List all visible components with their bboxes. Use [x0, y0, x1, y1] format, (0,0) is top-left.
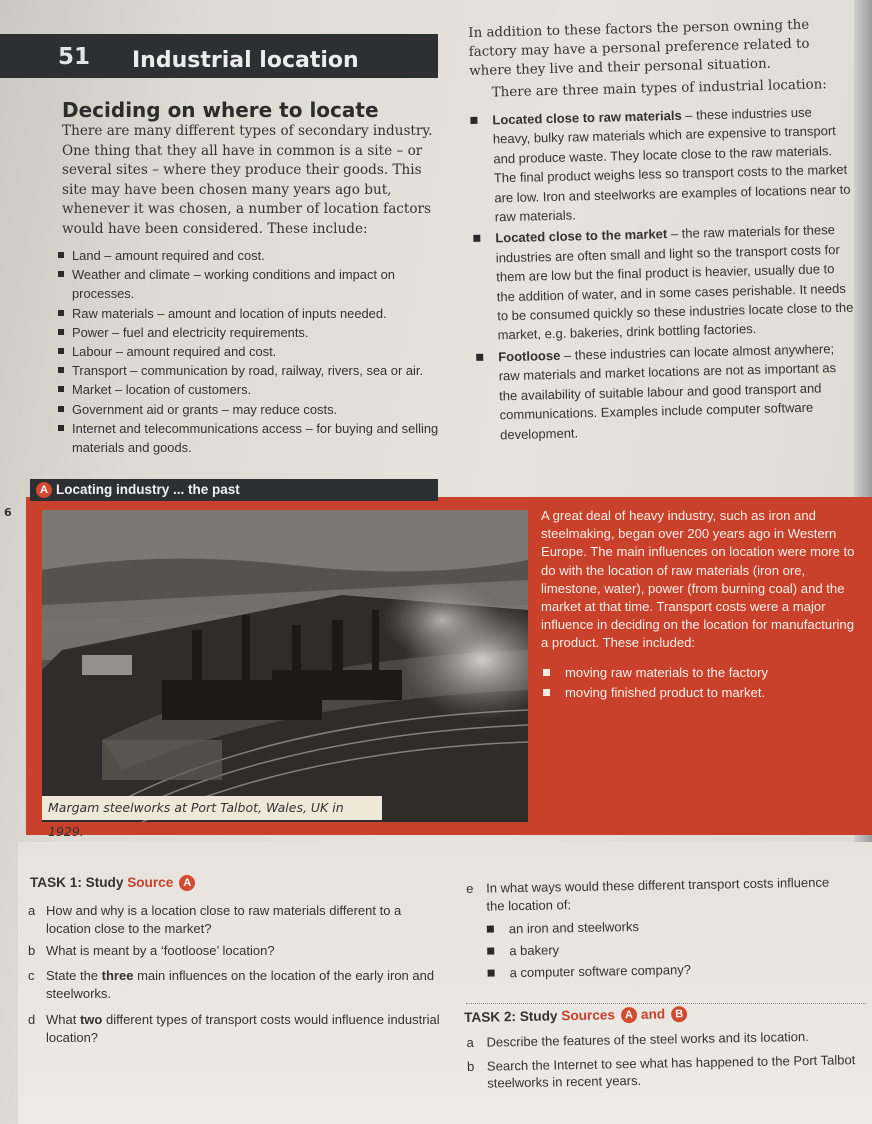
- unit-number: 51: [58, 44, 91, 70]
- source-a-title: Locating industry ... the past: [56, 482, 240, 497]
- task-1-question-e-block: [464, 873, 856, 986]
- bullet-square-icon: [543, 669, 550, 676]
- transport-costs-list: [541, 663, 859, 703]
- task-2-heading: TASK 2: Study Sources A and B: [464, 1003, 864, 1026]
- task-1-question-e: e In what ways would these different transport costs influence the location of:: [466, 874, 830, 914]
- task-1-heading: TASK 1: Study Source A: [30, 875, 199, 891]
- list-item: a computer software company?: [487, 957, 855, 983]
- list-item: Labour – amount required and cost.: [58, 342, 443, 361]
- source-badge: B: [671, 1006, 687, 1022]
- unit-title: Industrial location: [132, 48, 359, 73]
- task-2-question-b: b Search the Internet to see what has happened to the Port Talbot steelworks in recent years.: [466, 1051, 856, 1091]
- bullet-square-icon: [58, 271, 64, 277]
- type-title: Located close to the market: [495, 226, 668, 246]
- list-item: Footloose – these industries can locate almost anywhere; raw materials and market locations are not as important as the availability of suitable labour and good transport and communications. Examples include computer software development.: [476, 338, 858, 444]
- task-2-question-a: a Describe the features of the steel works and its location.: [466, 1028, 809, 1050]
- task-1-question-a: a How and why is a location close to raw materials different to a location close to the market?: [28, 903, 402, 936]
- type-title: Located close to raw materials: [492, 107, 682, 128]
- list-item: moving raw materials to the factory: [541, 663, 859, 683]
- intro-paragraph: There are many different types of secondary industry. One thing that they all have in common is a site – or several sites – where they produce their goods. This site may have been chosen many years ago but, whenever it was chosen, a number of location factors would have been considered. These include:: [62, 123, 433, 237]
- bullet-square-icon: [58, 252, 64, 258]
- location-types-list: [470, 102, 858, 445]
- source-a-paragraph: A great deal of heavy industry, such as iron and steelmaking, began over 200 years ago in Western Europe. The main influences on location were more to do with the location of raw materials (iron ore, limestone, water), power (from burning coal) and the market at that time. Transport costs were a major influence in deciding on the location for manufacturing a product. These included:: [541, 508, 855, 651]
- bullet-square-icon: [487, 948, 494, 955]
- steelworks-photo-illustration: [42, 510, 528, 822]
- bullet-square-icon: [543, 689, 550, 696]
- bullet-square-icon: [58, 367, 64, 373]
- task-1-question-c: c State the three main influences on the location of the early iron and steelworks.: [28, 968, 435, 1001]
- bullet-square-icon: [476, 354, 483, 361]
- section-heading: Deciding on where to locate: [62, 98, 379, 122]
- bullet-square-icon: [58, 406, 64, 412]
- bullet-square-icon: [58, 329, 64, 335]
- margin-mark: 6: [4, 506, 12, 519]
- bullet-square-icon: [470, 117, 477, 124]
- type-title: Footloose: [498, 347, 561, 365]
- list-item: Land – amount required and cost.: [58, 246, 443, 265]
- list-item: Power – fuel and electricity requirements.: [58, 323, 443, 342]
- task-1-question-d: d What two different types of transport costs would influence industrial location?: [28, 1012, 440, 1045]
- list-item: Located close to the market – the raw materials for these industries are often small and light so the transport costs for them are low but the final product is heavier, usually due to the addition of water, and in some cases perishable. It needs to be consumed quickly so these industries locate close to the market, e.g. bakeries, drink bottling factories.: [473, 220, 856, 346]
- bullet-square-icon: [487, 926, 494, 933]
- list-item: Internet and telecommunications access – for buying and selling materials and goods.: [58, 419, 443, 457]
- source-badge: A: [621, 1007, 637, 1023]
- list-item: Raw materials – amount and location of inputs needed.: [58, 304, 443, 323]
- source-badge: A: [179, 875, 195, 891]
- bullet-square-icon: [58, 310, 64, 316]
- task-1-question-b: b What is meant by a ‘footloose’ location?: [28, 943, 275, 958]
- list-item: Weather and climate – working conditions and impact on processes.: [58, 265, 443, 303]
- location-factors-list: [58, 246, 443, 457]
- task-2-block: [464, 1003, 865, 1093]
- bullet-square-icon: [473, 235, 480, 242]
- bullet-square-icon: [488, 970, 495, 977]
- bullet-square-icon: [58, 386, 64, 392]
- source-badge: A: [36, 482, 52, 498]
- list-item: an iron and steelworks: [487, 913, 855, 939]
- list-item: Transport – communication by road, railway, rivers, sea or air.: [58, 361, 443, 380]
- steelworks-photo: [42, 510, 528, 822]
- types-intro: There are three main types of industrial location:: [491, 77, 827, 101]
- list-item: Government aid or grants – may reduce costs.: [58, 400, 443, 419]
- question-e-sublist: [487, 913, 856, 983]
- list-item: Market – location of customers.: [58, 380, 443, 399]
- list-item: moving finished product to market.: [541, 683, 859, 703]
- list-item: a bakery: [487, 935, 855, 961]
- source-a-text: [541, 507, 859, 703]
- bullet-square-icon: [58, 425, 64, 431]
- bullet-square-icon: [58, 348, 64, 354]
- source-a-tab: [30, 479, 438, 501]
- personal-preference-paragraph: In addition to these factors the person owning the factory may have a personal preference related to where they live and their personal situation.: [468, 17, 810, 79]
- list-item: Located close to raw materials – these industries use heavy, bulky raw materials which are expensive to transport and produce waste. They locate close to the raw materials. The final product weighs less so transport costs to the market are low. Iron and steelworks are examples of locations near to raw materials.: [470, 102, 853, 228]
- right-column: [468, 11, 858, 447]
- photo-caption: Margam steelworks at Port Talbot, Wales, UK in 1929.: [42, 796, 382, 820]
